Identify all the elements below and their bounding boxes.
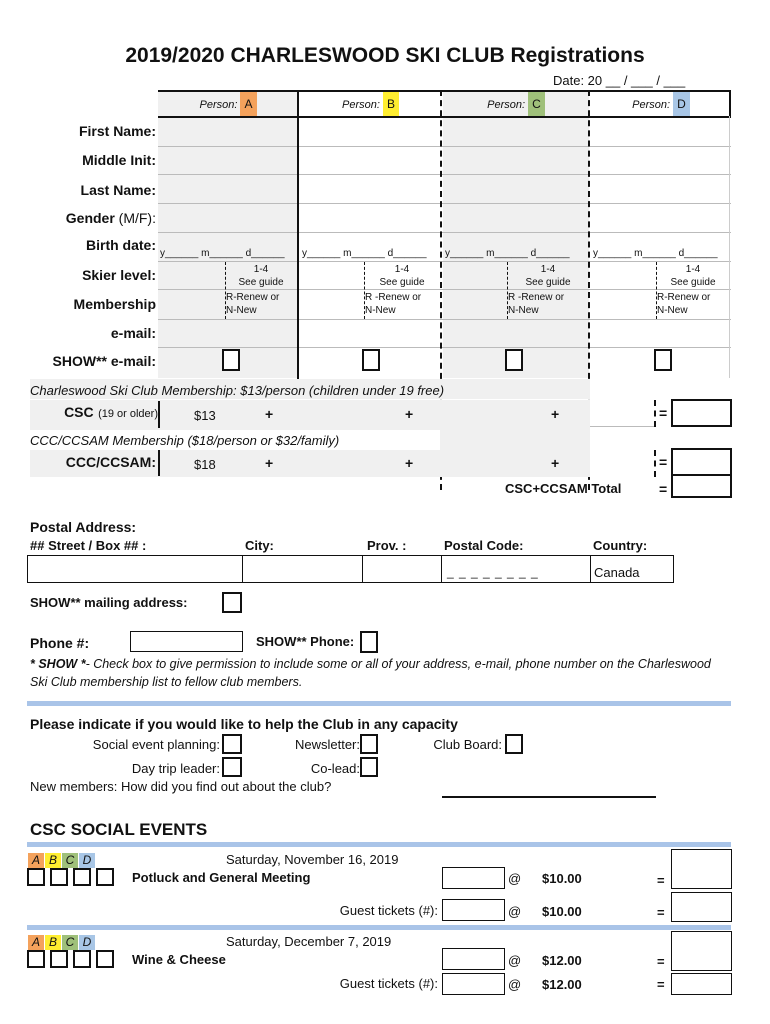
- person-d-header: [591, 92, 731, 116]
- csc-label-main: CSC: [64, 404, 94, 420]
- gender-label-suffix: (M/F):: [114, 210, 156, 226]
- ccc-plus-a: +: [265, 455, 274, 471]
- csc-total-cell: [590, 400, 654, 427]
- event1-letter-a: A: [28, 853, 44, 868]
- show-phone-label: SHOW** Phone:: [256, 634, 355, 649]
- membership-hint-a-1: R-Renew or: [226, 292, 280, 303]
- skier-hint-d: [657, 263, 729, 289]
- col-sep-ab: [297, 90, 299, 380]
- csc-equals: =: [659, 405, 668, 421]
- event2-checkbox-c[interactable]: [73, 950, 91, 968]
- membership-hint-b-2: N-New: [365, 305, 396, 316]
- skier-hint-c-2: See guide: [525, 277, 571, 288]
- event1-checkbox-d[interactable]: [96, 868, 114, 886]
- street-label: ## Street / Box ## :: [30, 538, 147, 553]
- event1-guest-at: @: [508, 904, 522, 919]
- email-label: e-mail:: [110, 325, 156, 341]
- event1-guest-input[interactable]: [442, 899, 505, 921]
- event1-checkbox-c[interactable]: [73, 868, 91, 886]
- event1-total-box[interactable]: [671, 849, 732, 889]
- show-email-checkbox-b[interactable]: [362, 349, 380, 371]
- event1-letter-b: B: [45, 853, 61, 868]
- person-c-letter: C: [528, 92, 545, 116]
- events-divider: [27, 842, 731, 847]
- csc-plus-b: +: [405, 406, 414, 422]
- event1-equals: =: [657, 873, 665, 888]
- membership-hint-d: [657, 291, 710, 317]
- membership-hint-c-1: R -Renew or: [508, 292, 565, 303]
- prov-input[interactable]: [363, 556, 441, 582]
- event1-at: @: [508, 871, 522, 886]
- membership-hint-d-2: N-New: [657, 305, 688, 316]
- person-d-letter: D: [673, 92, 690, 116]
- header-right-edge: [729, 90, 731, 118]
- skier-hint-a-2: See guide: [238, 277, 284, 288]
- events-heading: CSC SOCIAL EVENTS: [30, 820, 208, 839]
- birth-date-a[interactable]: y______ m______ d______: [160, 248, 285, 259]
- membership-hint-b: [365, 291, 421, 317]
- event2-guest-total-box[interactable]: [671, 973, 732, 995]
- co-lead-label: Co-lead:: [310, 761, 360, 776]
- event2-letter-c: C: [62, 935, 78, 950]
- membership-label: Membership: [73, 296, 156, 312]
- event2-checkbox-d[interactable]: [96, 950, 114, 968]
- show-note-text: - Check box to give permission to include some or all of your address, e-mail, phone number on the Charleswood Ski Club membership list to fellow club members.: [30, 657, 711, 689]
- event2-total-box[interactable]: [671, 931, 732, 971]
- skier-hint-c: [508, 263, 588, 289]
- country-label: Country:: [593, 538, 648, 553]
- membership-hint-a-2: N-New: [226, 305, 257, 316]
- total-equals: =: [659, 481, 668, 497]
- event2-qty-input[interactable]: [442, 948, 505, 970]
- show-mailing-label: SHOW** mailing address:: [30, 595, 188, 610]
- phone-label: Phone #:: [30, 635, 90, 651]
- row-line: [158, 232, 731, 233]
- section-divider: [27, 701, 731, 706]
- row-line: [158, 261, 731, 262]
- person-a-header: [158, 92, 298, 116]
- person-b-header: [300, 92, 441, 116]
- show-email-checkbox-a[interactable]: [222, 349, 240, 371]
- city-input[interactable]: [243, 556, 362, 582]
- event2-name: Wine & Cheese: [132, 952, 226, 967]
- event1-qty-input[interactable]: [442, 867, 505, 889]
- show-email-checkbox-d[interactable]: [654, 349, 672, 371]
- club-board-checkbox[interactable]: [505, 734, 523, 754]
- csc-note: Charleswood Ski Club Membership: $13/person (children under 19 free): [30, 383, 445, 398]
- prov-label: Prov. :: [367, 538, 407, 553]
- new-members-label: New members: How did you find out about the club?: [30, 779, 332, 794]
- co-lead-checkbox[interactable]: [360, 757, 378, 777]
- gender-label-text: Gender: [65, 210, 115, 226]
- event1-letter-c: C: [62, 853, 78, 868]
- membership-hint-c: [508, 291, 564, 317]
- event2-letter-d: D: [79, 935, 95, 950]
- event1-letter-d: D: [79, 853, 95, 868]
- person-a-label: Person:: [199, 99, 238, 111]
- skier-hint-c-1: 1-4: [540, 264, 556, 275]
- event2-checkbox-b[interactable]: [50, 950, 68, 968]
- event1-name: Potluck and General Meeting: [132, 870, 311, 885]
- show-phone-checkbox[interactable]: [360, 631, 378, 653]
- last-name-label: Last Name:: [80, 182, 156, 198]
- event2-guest-equals: =: [657, 977, 665, 992]
- event1-guest-total-box[interactable]: [671, 892, 732, 922]
- ccc-total-box[interactable]: [671, 448, 732, 476]
- row-line: [158, 289, 731, 290]
- event1-guest-label: Guest tickets (#):: [339, 903, 438, 918]
- ccc-label: CCC/CCSAM:: [65, 454, 156, 470]
- ccc-rule: [158, 450, 160, 476]
- event1-price: $10.00: [542, 871, 582, 886]
- ccc-eq-sep: [654, 450, 656, 477]
- event1-guest-equals: =: [657, 905, 665, 920]
- ccc-price: $18: [194, 457, 216, 472]
- skier-hint-d-1: 1-4: [685, 264, 701, 275]
- country-input[interactable]: Canada: [594, 565, 640, 580]
- new-members-input[interactable]: [442, 796, 656, 798]
- event2-letters: [28, 933, 96, 951]
- total-label: CSC+CCSAM Total: [505, 481, 622, 496]
- skier-level-label: Skier level:: [82, 267, 156, 283]
- csc-plus-c: +: [551, 406, 560, 422]
- addr-sep-4: [590, 556, 591, 582]
- club-board-label: Club Board:: [433, 737, 502, 752]
- ccc-note-bg: [440, 430, 590, 450]
- event2-checkbox-a[interactable]: [27, 950, 45, 968]
- day-trip-label: Day trip leader:: [131, 761, 220, 776]
- membership-hint-d-1: R-Renew or: [657, 292, 711, 303]
- middle-init-label: Middle Init:: [82, 152, 156, 168]
- event2-at: @: [508, 953, 522, 968]
- membership-hint-c-2: N-New: [508, 305, 539, 316]
- postal-code-input[interactable]: _ _ _ _ _ _ _ _: [447, 565, 539, 579]
- col-right-edge: [729, 116, 730, 378]
- event2-guest-input[interactable]: [442, 973, 505, 995]
- social-event-label: Social event planning:: [92, 737, 220, 752]
- event2-price: $12.00: [542, 953, 582, 968]
- event2-guest-at: @: [508, 977, 522, 992]
- skier-hint-a: [226, 263, 296, 289]
- event2-guest-price: $12.00: [542, 977, 582, 992]
- event1-date: Saturday, November 16, 2019: [226, 852, 399, 867]
- row-line: [158, 319, 731, 320]
- person-a-letter: A: [240, 92, 256, 116]
- ccc-equals: =: [659, 454, 668, 470]
- show-mailing-checkbox[interactable]: [222, 592, 242, 613]
- first-name-label: First Name:: [78, 123, 156, 139]
- skier-hint-d-2: See guide: [670, 277, 716, 288]
- membership-hint-b-1: R -Renew or: [365, 292, 422, 303]
- event2-date: Saturday, December 7, 2019: [226, 934, 392, 949]
- page-title: 2019/2020 CHARLESWOOD SKI CLUB Registrations: [125, 44, 645, 67]
- skier-hint-b-1: 1-4: [394, 264, 410, 275]
- row-line: [158, 174, 731, 175]
- csc-label-sub: (19 or older): [98, 408, 158, 420]
- postal-address-heading: Postal Address:: [30, 519, 137, 535]
- skier-hint-b: [365, 263, 439, 289]
- person-b-letter: B: [383, 92, 399, 116]
- event1-checkbox-b[interactable]: [50, 868, 68, 886]
- newsletter-checkbox[interactable]: [360, 734, 378, 754]
- street-input[interactable]: [28, 556, 242, 582]
- skier-hint-a-1: 1-4: [253, 264, 269, 275]
- help-heading: Please indicate if you would like to help the Club in any capacity: [30, 716, 458, 732]
- csc-plus-a: +: [265, 406, 274, 422]
- postal-code-label: Postal Code:: [444, 538, 524, 553]
- show-email-checkbox-c[interactable]: [505, 349, 523, 371]
- ccc-plus-c: +: [551, 455, 560, 471]
- city-label: City:: [245, 538, 274, 553]
- show-email-label: SHOW** e-mail:: [52, 353, 156, 369]
- row-line: [158, 347, 731, 348]
- skier-hint-b-2: See guide: [379, 277, 425, 288]
- birth-date-d[interactable]: y______ m______ d______: [593, 248, 718, 259]
- show-note: [30, 655, 730, 691]
- csc-label: [30, 404, 158, 422]
- event1-letters: [28, 851, 96, 869]
- row-line: [158, 146, 731, 147]
- person-b-label: Person:: [342, 99, 380, 111]
- birth-date-label: Birth date:: [86, 237, 156, 253]
- gender-label: [20, 210, 156, 226]
- event2-letter-b: B: [45, 935, 61, 950]
- person-d-label: Person:: [632, 99, 671, 111]
- newsletter-label: Newsletter:: [294, 737, 360, 752]
- csc-price: $13: [194, 408, 216, 423]
- event2-letter-a: A: [28, 935, 44, 950]
- ccc-plus-b: +: [405, 455, 414, 471]
- ccc-note: CCC/CCSAM Membership ($18/person or $32/family): [30, 433, 340, 448]
- event2-equals: =: [657, 954, 665, 969]
- birth-date-c[interactable]: y______ m______ d______: [445, 248, 570, 259]
- event-divider: [27, 925, 731, 930]
- event1-guest-price: $10.00: [542, 904, 582, 919]
- birth-date-b[interactable]: y______ m______ d______: [302, 248, 427, 259]
- row-line: [158, 203, 731, 204]
- date-field[interactable]: Date: 20 __ / ___ / ___: [553, 73, 686, 88]
- addr-sep-3: [441, 556, 442, 582]
- person-c-label: Person:: [487, 99, 526, 111]
- person-c-header: [443, 92, 589, 116]
- phone-input[interactable]: [130, 631, 243, 652]
- social-event-checkbox[interactable]: [222, 734, 242, 754]
- show-note-bold: * SHOW *: [30, 657, 86, 671]
- event1-checkbox-a[interactable]: [27, 868, 45, 886]
- day-trip-checkbox[interactable]: [222, 757, 242, 777]
- csc-total-box[interactable]: [671, 399, 732, 427]
- csc-eq-sep: [654, 400, 656, 427]
- membership-hint-a: [226, 291, 279, 317]
- grand-total-box[interactable]: [671, 474, 732, 498]
- csc-rule: [158, 401, 160, 428]
- event2-guest-label: Guest tickets (#):: [339, 976, 438, 991]
